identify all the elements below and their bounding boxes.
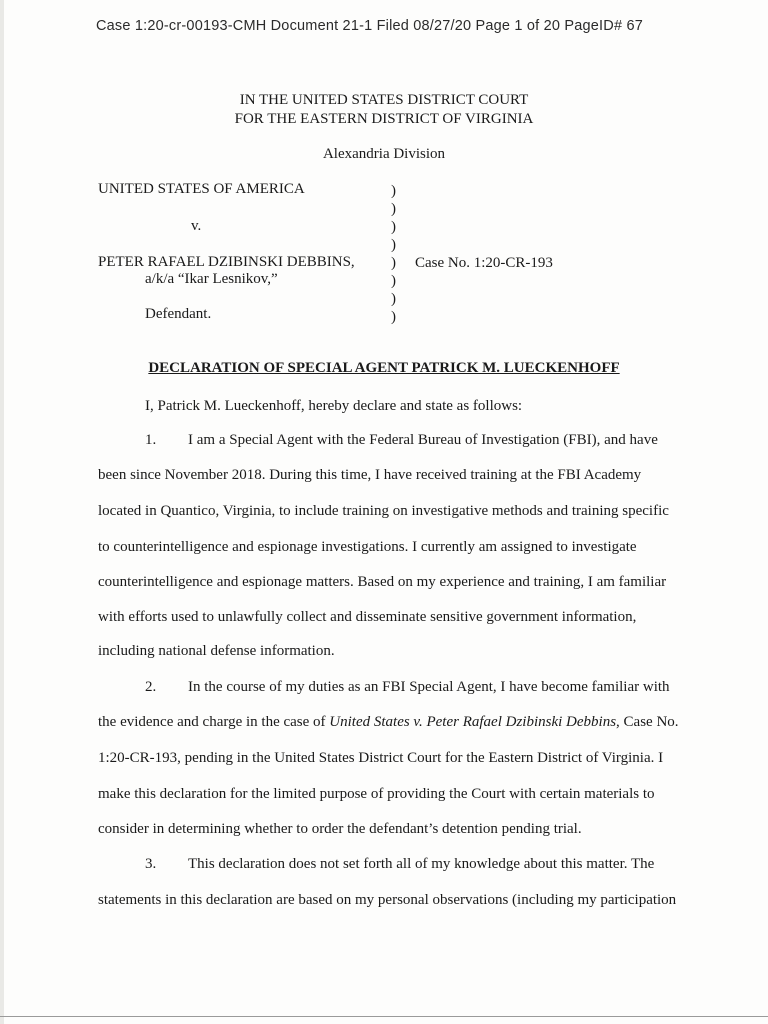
- paragraph-line: been since November 2018. During this time, I have received training at the FBI Academy: [98, 467, 642, 483]
- paragraph-line-with-case-name: [98, 714, 679, 731]
- paragraph-line: with efforts used to unlawfully collect and disseminate sensitive government information,: [98, 609, 637, 625]
- paragraph-line: statements in this declaration are based on my personal observations (including my participation: [98, 892, 677, 908]
- case-name-italic: United States v. Peter Rafael Dzibinski Debbins: [329, 714, 617, 730]
- court-division: Alexandria Division: [322, 146, 446, 162]
- scan-bottom-edge: [0, 1016, 768, 1017]
- paragraph-number: 1.: [145, 432, 157, 448]
- caption-defendant-label: Defendant.: [145, 306, 212, 322]
- paragraph-line: I am a Special Agent with the Federal Bureau of Investigation (FBI), and have: [188, 432, 658, 448]
- case-number: Case No. 1:20-CR-193: [415, 255, 553, 271]
- paragraph-line: to counterintelligence and espionage investigations. I currently am assigned to investigate: [98, 539, 637, 555]
- caption-paren: ): [391, 273, 396, 289]
- paragraph-line: In the course of my duties as an FBI Special Agent, I have become familiar with: [188, 679, 670, 695]
- paragraph-line: located in Quantico, Virginia, to include training on investigative methods and training specific: [98, 503, 669, 519]
- paragraph-text: , Case No.: [616, 714, 679, 730]
- paragraph-line: This declaration does not set forth all of my knowledge about this matter. The: [188, 856, 655, 872]
- caption-paren: ): [391, 237, 396, 253]
- paragraph-text: the evidence and charge in the case of: [98, 714, 330, 730]
- declaration-title: DECLARATION OF SPECIAL AGENT PATRICK M. LUECKENHOFF: [148, 360, 620, 376]
- paragraph-line: including national defense information.: [98, 643, 335, 659]
- caption-paren: ): [391, 183, 396, 199]
- court-name-line-2: FOR THE EASTERN DISTRICT OF VIRGINIA: [234, 111, 534, 127]
- paragraph-line: counterintelligence and espionage matters. Based on my experience and training, I am familiar: [98, 574, 667, 590]
- caption-plaintiff: UNITED STATES OF AMERICA: [98, 181, 305, 197]
- caption-paren: ): [391, 201, 396, 217]
- caption-paren: ): [391, 309, 396, 325]
- paragraph-number: 2.: [145, 679, 157, 695]
- paragraph-number: 3.: [145, 856, 157, 872]
- paragraph-line: 1:20-CR-193, pending in the United States District Court for the Eastern District of Virginia. I: [98, 750, 664, 766]
- caption-versus: v.: [191, 218, 202, 234]
- filing-header-stamp: Case 1:20-cr-00193-CMH Document 21-1 Filed 08/27/20 Page 1 of 20 PageID# 67: [96, 18, 643, 34]
- caption-defendant-alias: a/k/a “Ikar Lesnikov,”: [145, 271, 278, 287]
- caption-paren: ): [391, 255, 396, 271]
- paragraph-line: make this declaration for the limited purpose of providing the Court with certain materials to: [98, 786, 655, 802]
- caption-paren: ): [391, 291, 396, 307]
- declaration-intro: I, Patrick M. Lueckenhoff, hereby declare and state as follows:: [145, 398, 523, 414]
- paragraph-line: consider in determining whether to order the defendant’s detention pending trial.: [98, 821, 582, 837]
- caption-defendant-name: PETER RAFAEL DZIBINSKI DEBBINS,: [98, 254, 355, 270]
- court-name-line-1: IN THE UNITED STATES DISTRICT COURT: [239, 92, 529, 108]
- caption-paren: ): [391, 219, 396, 235]
